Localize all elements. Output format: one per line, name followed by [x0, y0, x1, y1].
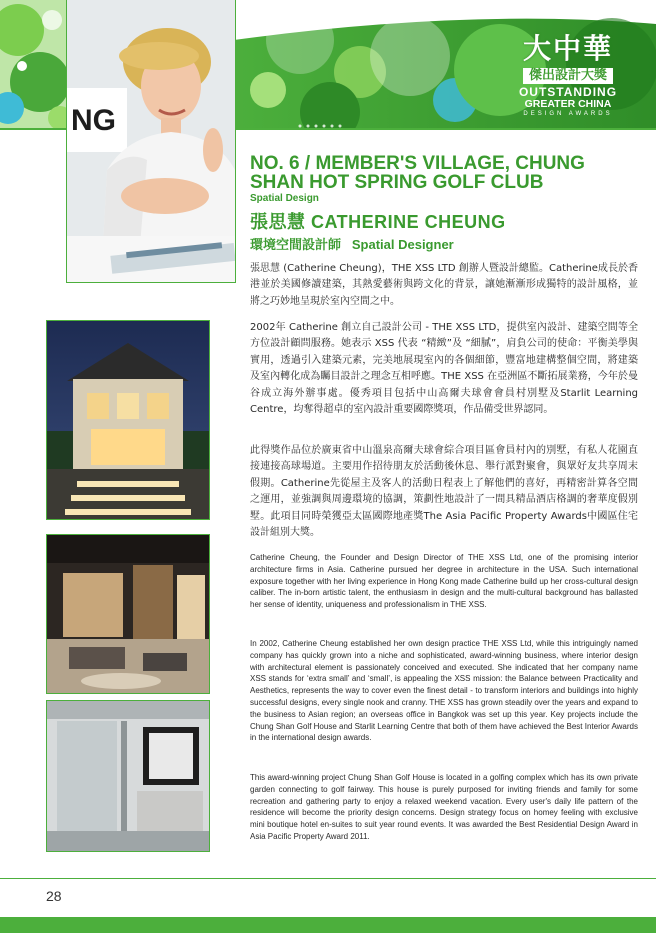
chinese-paragraph-3: 此得獎作品位於廣東省中山溫泉高爾夫球會綜合項目區會員村內的別墅，有私人花園直接連接高球場道。主要用作招待朋友於活動後休息、舉行派對聚會，與眾好友共享周末假期。Catherine先從屋主及客人的活動日程表上了解他們的喜好，再精密計算各空間之運用，並強調與周邊環境的協調，策劃性地設計了一間具精品酒店格調的奢華度假別墅。此項目同時榮獲亞太區國際地產獎The Asia Pacific Property Awards中國區住宅設計組別大獎。 [250, 445, 638, 539]
english-paragraph-3: This award-winning project Chung Shan Golf House is located in a golfing complex which has its own private garden connecting to golf fairway. This house is purely purposed for inviting friends and family for some recreation and gathering party to enjoy a relaxed weekend vacation. Every user's daily life pattern of the residence will become the priority design concerns. Design strategy focus on homey feeling with exclusive mini boutique hotel en-suites to suit year round events. It was awarded the Best Residential Design Award in Asia Pacific Property Award 2011. [250, 773, 638, 841]
chinese-paragraph-2: 2002年 Catherine 創立自己設計公司 - THE XSS LTD，提供室內設計、建築空間等全方位設計顧問服務。她表示 XSS 代表 “精緻”及 “細膩”，肩負公司的使命：平衡美學與實用，透過引入建築元素，完美地展現室內的各個細節，豐富地建構整個空間，將建築及室內轉化成為矚目設計之理念互相呼應。THE XSS 在亞洲區不斷拓展業務，今年於曼谷成立海外辦事處。優秀項目包括中山高爾夫球會會員村別墅及Starlit Learning Centre，均奪得超卓的室內設計重要國際獎項，作品備受世界認同。 [250, 322, 638, 416]
designer-name: 張思慧 CATHERINE CHEUNG [250, 212, 506, 232]
award-logo [488, 34, 648, 124]
design-category: Spatial Design [250, 193, 319, 204]
glass-room-photo [46, 700, 210, 852]
page-number: 28 [46, 888, 62, 904]
villa-exterior-photo [46, 320, 210, 520]
backdrop-sign-text: NG [71, 104, 116, 137]
designer-role [250, 234, 454, 253]
chinese-paragraph-1: 張思慧 (Catherine Cheung)，THE XSS LTD 創辦人暨設計總監。Catherine成長於香港並於美國修讀建築，其熱愛藝術與跨文化的背景，讓她漸漸形成獨特的設計風格，並將之巧妙地呈現於室內空間之中。 [250, 263, 638, 307]
designer-role-english: Spatial Designer [351, 237, 454, 252]
portrait-illustration [67, 0, 235, 282]
logo-english-line1: OUTSTANDING [518, 85, 618, 99]
logo-chinese-title: 大中華 [522, 32, 613, 65]
english-paragraph-2: In 2002, Catherine Cheung established her own design practice THE XSS Ltd, while this intriguingly named company has quickly grown into a niche and sophisticated, award-winning business, where interior design with architectural element is passionately conceived and executed. She indicated that her company name XSS stands for ‘extra small’ and ‘small’, is appealing the XSS mission: the Balance between Practicality and Aesthetics, represents the way to cover even the finest detail - to transform interiors and buildings into highly successful designs, every single nook and cranny. THE XSS has grown steadily over the years and expand to the business to Asian region; an overseas office in Bangkok was set up this year. Key projects include the Chung Shan Golf House and Starlit Learning Centre that both of them have achieved the Best Interior Awards in the international design awards. [250, 639, 638, 743]
living-room-photo [46, 534, 210, 694]
footer-divider [0, 878, 656, 879]
project-title: NO. 6 / MEMBER'S VILLAGE, CHUNG SHAN HOT SPRING GOLF CLUB [250, 153, 585, 193]
designer-role-chinese: 環境空間設計師 [250, 237, 342, 252]
villa-exterior-illustration [47, 321, 209, 519]
designer-portrait-photo [66, 0, 236, 283]
logo-english-line3: DESIGN AWARDS [523, 111, 613, 117]
logo-english-line2: GREATER CHINA [524, 98, 612, 110]
logo-chinese-subtitle: 傑出設計大獎 [523, 68, 613, 84]
glass-room-illustration [47, 701, 209, 851]
footer-bar [0, 917, 656, 933]
living-room-illustration [47, 535, 209, 693]
english-paragraph-1: Catherine Cheung, the Founder and Design Director of THE XSS Ltd, one of the promising interior architecture firms in Asia. Catherine pursued her degree in architecture in the USA. Such international exposure together with her living experience in Hong Kong made Catherine build up her cross-cultural design caliber. The in-born artistic talent, the enthusiasm in design and the multi-cultural background has ballasted her sense of identity, uniqueness and professionalism in THE XSS. [250, 553, 638, 610]
